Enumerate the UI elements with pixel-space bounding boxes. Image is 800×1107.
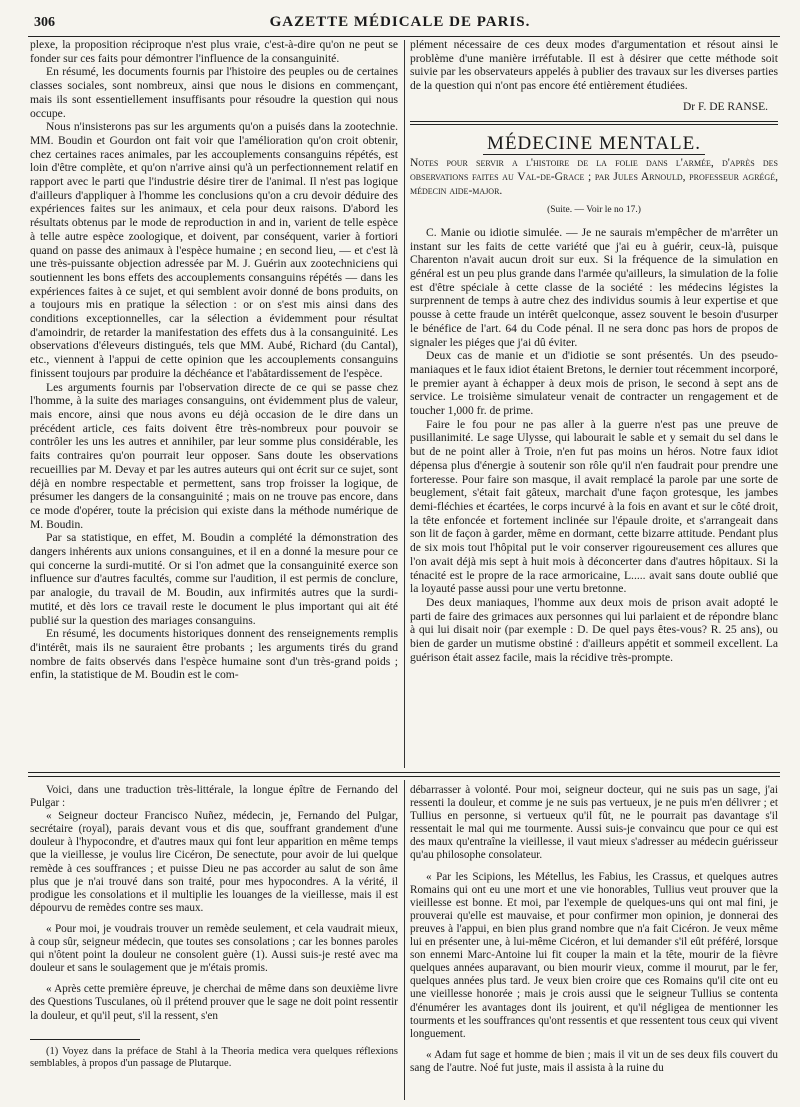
paragraph: Les arguments fournis par l'observation directe de ce qui se passe chez l'homme, à la suite des mariages consanguins, ont évidemment plus de valeur, mais encore, ainsi que nous avons eu déjà occasion de le dire dans un précédent article, ces faits doivent être très-nombreux pour pouvoir se contrôler les uns les autres et annihiler, par leur somme plus considérable, les faits contraires qu'on pourrait leur opposer. Sans doute les observations recueillies par M. Devay et par les autres auteurs qui ont écrit sur ce sujet, sont déjà en nombre respectable et permettent, sans trop froisser la logique, de présumer les dangers de la consanguinité ; mais on ne trouve pas encore, dans ce mode d'opérer, toute la précision qui existe dans la méthode numérique de M. Boudin. bbox=[30, 380, 398, 531]
paragraph: En résumé, les documents historiques donnent des renseignements remplis d'intérêt, mais ils ne sauraient être probants ; les arguments tirés du grand nombre de faits observés dans l'espèce humaine sont d'un très-grand poids ; enfin, la statistique de M. Boudin est le com- bbox=[30, 627, 398, 682]
paragraph: plément nécessaire de ces deux modes d'argumentation et résout ainsi le problème d'une manière irréfutable. Il est à désirer que cette méthode soit suivie par les observateurs appelés à publier des travaux sur les diverses parties de la question qui n'ont pas encore été entièrement étudiées. bbox=[410, 38, 778, 93]
journal-title: GAZETTE MÉDICALE DE PARIS. bbox=[269, 14, 531, 30]
header-rule bbox=[28, 36, 780, 37]
feuilleton-right-column bbox=[410, 784, 778, 1100]
footnote: (1) Voyez dans la préface de Stahl à la Theoria medica vera quelques réflexions semblables, à propos d'un passage de Plutarque. bbox=[30, 1045, 398, 1070]
page-number: 306 bbox=[34, 15, 55, 30]
paragraph: plexe, la proposition réciproque n'est plus vraie, c'est-à-dire qu'on ne peut se fonder sur ces faits pour démontrer l'influence de la consanguinité. bbox=[30, 38, 398, 65]
paragraph: Voici, dans une traduction très-littérale, la longue épître de Fernando del Pulgar : bbox=[30, 784, 398, 810]
paragraph: débarrasser à volonté. Pour moi, seigneur docteur, qui ne suis pas un sage, j'ai ressenti la douleur, et comme je ne suis pas vertueux, je ne puis m'en délivrer ; et Tullius en personne, si vertueux qu'il fût, ne le pourrait pas davantage s'il ressentait le mal qui me tourmente. Aussi suis-je convaincu que pour ce qui est des maux qu'entraîne la vieillesse, il vaut mieux s'adresser au médecin guérisseur qu'au philosophe consolateur. bbox=[410, 784, 778, 862]
paragraph: Des deux maniaques, l'homme aux deux mois de prison avait adopté le parti de faire des grimaces aux personnes qui lui parlaient et de répondre blanc à qui lui disait noir (par exemple : D. De quel pays êtes-vous? R. 25 ans), ou bien de garder un mutisme obstiné : d'ailleurs appétit et sommeil excellent. La guérison était assez facile, mais la récidive très-prompte. bbox=[410, 595, 778, 664]
paragraph: En résumé, les documents fournis par l'histoire des peuples ou de certaines classes sociales, sont nombreux, ainsi que nous le disions en commençant, mais ils sont essentiellement insuffisants pour résoudre la question qui nous occupe. bbox=[30, 65, 398, 120]
right-column bbox=[410, 38, 778, 768]
feuilleton-rule-2 bbox=[28, 776, 780, 777]
paragraph: Nous n'insisterons pas sur les arguments qu'on a puisés dans la zootechnie. MM. Boudin et Gourdon ont fait voir que l'amélioration qu'on croit obtenir, chez certaines races animales, par les accouplements consanguins répétés, est loin d'être complète, et qu'on n'arrive ainsi qu'à un perfectionnement relatif en rapport avec le parti que l'industrie désire tirer de l'animal. Il n'est pas logique d'ailleurs d'appliquer à l'homme les conclusions qu'on a cru devoir déduire des expériences faites sur les animaux, et cela pour deux raisons. D'abord les résultats obtenus par le mode de reproduction in and in, varient de telle espèce à telle autre espèce zoologique, et doivent, par conséquent, varier à fortiori quand on passe des animaux à l'espèce humaine ; en second lieu, — et c'est là une très-puissante objection adressée par M. J. Guérin aux zootechniciens qui soutiennent les bons effets des accouplements consanguins répétés — dans les expériences faites à ce sujet, et qui semblent avoir donné de bons produits, on a toujours mis en pratique la sélection : or on s'est mis ainsi dans des conditions exceptionnelles, car la sélection a évidemment pour résultat d'amoindrir, de retarder la manifestation des effets dus à la consanguinité. Les observations d'éleveurs distingués, tels que MM. Aubé, Richard (du Cantal), etc., viennent à l'appui de cette opinion que les accouplements consanguins finissent toujours par produire la déchéance et l'abâtardissement de l'espèce. bbox=[30, 120, 398, 380]
section-title bbox=[410, 132, 778, 154]
continuation-note: (Suite. — Voir le no 17.) bbox=[547, 205, 641, 216]
paragraph: « Par les Scipions, les Métellus, les Fabius, les Crassus, et quelques autres Romains qui ont eu une mort et une vie honorables, Tullius veut prouver que la vieillesse est bonne. Et moi, par l'exemple de quelques-uns qui ont mal fini, je prouverai qu'elle est mauvaise, et pour confirmer mon opinion, je donnerai des preuves à l'appui, en bien plus grand nombre que n'a fait Cicéron. Je veux même lui en présenter une, à lui-même Cicéron, et lui demander s'il eût préféré, lorsque son ennemi Marc-Antoine lui fit couper la main et la tête, mourir de la fièvre quelques années auparavant, ou bien mourir vieux, comme il mourut, par le fer, quelques années plus tard. Je veux bien croire que ces Romains qu'il cite ont eu une vieillesse honorée ; mais je crois aussi que le seigneur Tullius se contenta d'énumérer les avantages dont ils jouirent, et qu'il négligea de mentionner les tourments et les souffrances qu'ont ressentis et que ressentent tous ceux qui vivent longuement. bbox=[410, 870, 778, 1040]
paragraph: C. Manie ou idiotie simulée. — Je ne saurais m'empêcher de m'arrêter un instant sur les faits de cette variété que j'ai eu à guérir, ceux-là, puisque Charenton n'avait aucun droit sur eux. Si la fréquence de la simulation en général est un peu plus grande dans l'armée qu'ailleurs, la simulation de la folie est d'être spéciale à cette classe de la société : les médecins légistes la surprennent de temps à autre chez des individus soumis à leur expertise et que pousse à cette fraude un intérêt quelconque, assez souvent le besoin d'usurper le bénéfice de l'art. 64 du Code pénal. Il ne sera donc pas hors de propos de signaler les piéges que j'ai dû éviter. bbox=[410, 225, 778, 349]
page-header bbox=[0, 0, 800, 36]
paragraph: « Adam fut sage et homme de bien ; mais il vit un de ses deux fils couvert du sang de l'autre. Noé fut juste, mais il assista à la ruine du bbox=[410, 1048, 778, 1074]
feuilleton-rule bbox=[28, 772, 780, 773]
footnote-rule bbox=[30, 1039, 140, 1040]
author-signature: Dr F. DE RANSE. bbox=[682, 100, 768, 113]
paragraph: « Seigneur docteur Francisco Nuñez, médecin, je, Fernando del Pulgar, secrétaire (royal), parais devant vous et dis que, souffrant grandement d'une douleur à l'hypocondre, et d'autres maux qui font leur apparition en même temps que la vieillesse, je voulus lire Cicéron, De senectute, pour avoir de lui quelque remède à ces souffrances ; et puisse Dieu ne pas accorder au salut de son âme plus que je n'ai trouvé dans son traité, pour mes hypocondres. A la vérité, il prodigue les consolations et il multiplie les louanges de la vieillesse, mais il est dépourvu de remèdes contre ses maux. bbox=[30, 810, 398, 914]
article-subtitle: Notes pour servir a l'histoire de la folie dans l'armée, d'après des observations faites au Val-de-Grace ; par Jules Arnould, professeur agrégé, médecin aide-major. bbox=[410, 156, 778, 198]
paragraph: Deux cas de manie et un d'idiotie se sont présentés. Un des pseudo-maniaques et le faux idiot étaient Bretons, le dernier tout récemment incorporé, le premier ayant à échapper à deux mois de prison, le second à sept ans de service. Le troisième simulateur venait de contracter un rengagement et de toucher 1,000 fr. de prime. bbox=[410, 349, 778, 418]
left-column bbox=[30, 38, 398, 768]
paragraph: Par sa statistique, en effet, M. Boudin a complété la démonstration des dangers inhérents aux unions consanguines, et il en a donné la mesure pour ce qui concerne la surdi-mutité. Or si l'on admet que la consanguinité exerce son influence sur d'autres facultés, comme sur l'audition, il est permis de conclure, par analogie, du travail de M. Boudin, aux infirmités autres que la surdi-mutité, et dès lors ce travail reste le document le plus important qui ait été publié sur la question des mariages consanguins. bbox=[30, 531, 398, 627]
paragraph: Faire le fou pour ne pas aller à la guerre n'est pas une preuve de pusillanimité. Le sage Ulysse, qui labourait le sable et y semait du sel dans le but de ne point aller à Troie, n'en fut pas moins un héros. Notre faux idiot dépensa plus d'énergie à soutenir son rôle qu'il n'en faudrait pour prendre une forteresse. Pour faire son masque, il avait remplacé la parole par une sorte de beuglement, s'était fait gâteux, marchait d'une façon grotesque, les jambes demi-fléchies et écartées, le corps incurvé à la fois en avant et sur le côté droit, la tête enfoncée et fortement inclinée sur l'épaule droite, et s'arrangeait dans son lit de façon à garder, même en dormant, cette bizarre attitude. Pendant plus de six mois tout l'hôpital put le voir conserver rigoureusement ces allures que l'on avait déjà mis sept à huit mois à déconcerter dans d'autres hôpitaux. Si la ténacité est le propre de la race armoricaine, L..... avait sans doute oublié que la loyauté passe aussi pour une vertu bretonne. bbox=[410, 417, 778, 596]
paragraph: « Pour moi, je voudrais trouver un remède seulement, et cela vaudrait mieux, à coup sûr, seigneur médecin, que toutes ses consolations ; car les bonnes paroles qui n'ôtent point la douleur ne consolent guère (1). Aussi suis-je resté avec ma douleur et sans le soulagement que je m'étais promis. bbox=[30, 922, 398, 975]
section-rule bbox=[410, 121, 778, 125]
section-title-text: MÉDECINE MENTALE. bbox=[483, 133, 705, 155]
feuilleton-left-column bbox=[30, 784, 398, 1100]
paragraph: « Après cette première épreuve, je cherchai de même dans son deuxième livre des Questions Tusculanes, où il prétend prouver que le sage ne doit point ressentir la douleur, et qu'il peut, s'il la ressent, s'en bbox=[30, 983, 398, 1022]
column-divider-top bbox=[404, 40, 405, 768]
column-divider-bottom bbox=[404, 780, 405, 1100]
